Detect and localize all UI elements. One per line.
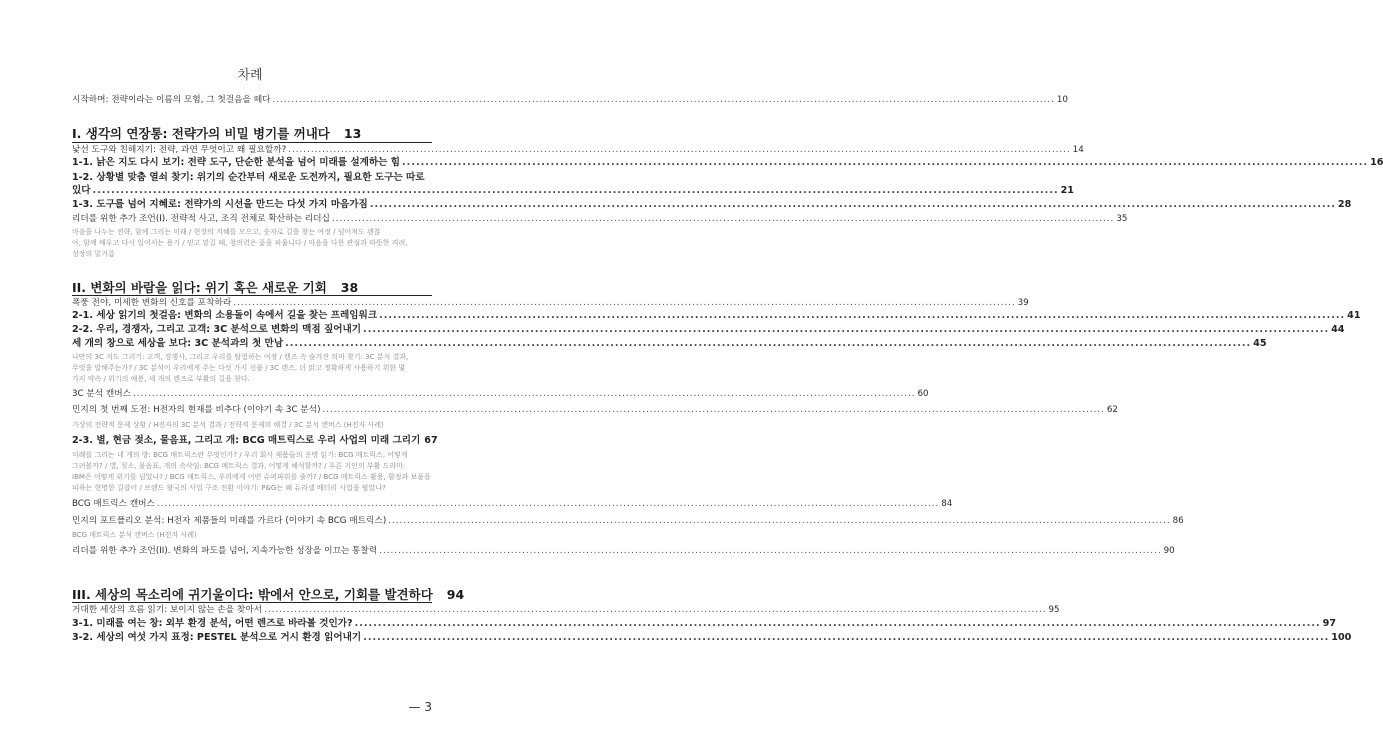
part-2-divider xyxy=(72,295,432,296)
part-1-heading[interactable]: I. 생각의 연장통: 전략가의 비밀 병기를 꺼내다 13 xyxy=(72,126,362,141)
part-3-divider xyxy=(72,602,432,603)
toc-subtopics-note: 가상의 전략적 문제 상황 / H전자의 3C 분석 결과 / 전략적 문제의 해결 / 3C 분석 캔버스 (H전자 사례) xyxy=(72,421,384,429)
part-1-divider xyxy=(72,142,432,143)
toc-entry[interactable]: 2-1. 세상 읽기의 첫걸음: 변화의 소용돌이 속에서 길을 찾는 프레임워크 ..... 41 xyxy=(72,310,432,322)
toc-entry[interactable]: 민지의 포트폴리오 분석: H전자 제품들의 미래를 가르다 (이야기 속 BCG 매트릭스) ..... 86 xyxy=(72,515,432,527)
toc-entry[interactable]: 거대한 세상의 흐름 읽기: 보이지 않는 손을 찾아서 ..... 95 xyxy=(72,604,432,616)
toc-entry[interactable]: 리더를 위한 추가 조언(I). 전략적 사고, 조직 전체로 확산하는 리더십 ..... 35 xyxy=(72,213,432,225)
toc-entry[interactable]: 3-1. 미래를 여는 창: 외부 환경 분석, 어떤 렌즈로 바라볼 것인가? ..... 97 xyxy=(72,618,432,630)
toc-entry[interactable]: 세 개의 창으로 세상을 보다: 3C 분석과의 첫 만남 ..... 45 xyxy=(72,338,432,350)
part-3-page: 94 xyxy=(446,587,465,602)
part-3-heading[interactable]: III. 세상의 목소리에 귀기울이다: 밖에서 안으로, 기회를 발견하다 94 xyxy=(72,587,465,602)
toc-entry-intro[interactable] xyxy=(72,94,1068,106)
toc-entry[interactable]: 2-3. 별, 현금 젖소, 물음표, 그리고 개: BCG 매트릭스로 우리 사업의 미래 그리기 67 xyxy=(72,435,438,446)
toc-entry[interactable]: 민지의 첫 번째 도전: H전자의 현재를 비추다 (이야기 속 3C 분석) ..... 62 xyxy=(72,404,432,416)
toc-entry[interactable]: 3C 분석 캔버스 ..... 60 xyxy=(72,388,432,400)
toc-entry[interactable]: 낯선 도구와 친해지기: 전략, 과연 무엇이고 왜 필요할까? ..... 14 xyxy=(72,144,432,156)
toc-entry[interactable]: 3-2. 세상의 여섯 가지 표정: PESTEL 분석으로 거시 환경 읽어내기 ..... 100 xyxy=(72,632,432,644)
page-title: 차례 xyxy=(237,68,263,83)
part-2-heading[interactable]: II. 변화의 바람을 읽다: 위기 혹은 새로운 기회 38 xyxy=(72,280,359,295)
toc-subtopics-note: BCG 매트릭스 분석 캔버스 (H전자 사례) xyxy=(72,531,197,539)
toc-entry-page: 10 xyxy=(1056,95,1068,105)
toc-entry-text: 시작하며: 전략이라는 이름의 모험, 그 첫걸음을 떼다 xyxy=(72,95,271,105)
toc-subtopics-note: 나만의 3C 지도 그리기: 고객, 경쟁사, 그리고 우리를 탐험하는 여정 / 렌즈 속 숨겨진 의미 찾기: 3C 분석 결과, 무엇을 말해주는가? / 3C 분석이 우리에게 주는 다섯 가지 선물 / 3C 렌즈, 더 맑고 정확하게 사용하기 위한 몇 가지 약속 / 위기의 예봉, 세 개의 렌즈로 부활의 길을 찾다. xyxy=(72,353,409,383)
toc-entry[interactable]: 폭풍 전야, 미세한 변화의 신호를 포착하라 ..... 39 xyxy=(72,297,432,309)
part-1-page: 13 xyxy=(343,126,362,141)
toc-entry-wrapped-line1[interactable]: 1-2. 상황별 맞춤 열쇠 찾기: 위기의 순간부터 새로운 도전까지, 필요한 도구는 따로 xyxy=(72,172,425,183)
toc-entry[interactable]: 1-1. 낡은 지도 다시 보기: 전략 도구, 단순한 분석을 넘어 미래를 설계하는 힘 ..... 16 xyxy=(72,157,432,169)
toc-entry[interactable]: 리더를 위한 추가 조언(II). 변화의 파도를 넘어, 지속가능한 성장을 이끄는 통찰력 ..... 90 xyxy=(72,545,432,557)
toc-entry[interactable]: BCG 매트릭스 캔버스 ..... 84 xyxy=(72,498,432,510)
toc-entry[interactable]: 있다 ..... 21 xyxy=(72,185,432,197)
toc-entry[interactable]: 2-2. 우리, 경쟁자, 그리고 고객: 3C 분석으로 변화의 맥점 짚어내기 ..... 44 xyxy=(72,324,432,336)
toc-subtopics-note: 마음을 나누는 전략, 함께 그리는 미래 / 현장의 지혜를 모으고, 숫자로 길을 찾는 여정 / 넘어져도 괜찮 아, 함께 배우고 다시 일어서는 용기 / 믿고 맡길 때, 창의력은 꽃을 피웁니다 / 마음을 다한 관심과 따뜻한 격려, 성장의 밑거름 xyxy=(72,228,408,258)
page-number: — 3 xyxy=(408,700,432,714)
toc-entry[interactable]: 1-3. 도구를 넘어 지혜로: 전략가의 시선을 만드는 다섯 가지 마음가짐 ..... 28 xyxy=(72,199,432,211)
toc-subtopics-note: 미래를 그리는 네 개의 방: BCG 매트릭스란 무엇인가? / 우리 회사 제품들의 운명 읽기: BCG 매트릭스, 어떻게 그려볼까? / 별, 젖소, 물음표, 개의 속삭임: BCG 매트릭스 결과, 어떻게 해석할까? / 푸른 거인의 부활 드라마: IBM은 어떻게 위기를 넘었나? / BCG 매트릭스, 우리에게 어떤 슈퍼파워를 줄까? / BCG 매트릭스 활용, 함정과 보물을 피하는 현명한 길잡이 / 브랜드 왕국의 사업 구조 전환 이야기: P&G는 왜 듀라셀 배터리 사업을 팔았나? xyxy=(72,451,431,492)
part-2-page: 38 xyxy=(340,280,359,295)
